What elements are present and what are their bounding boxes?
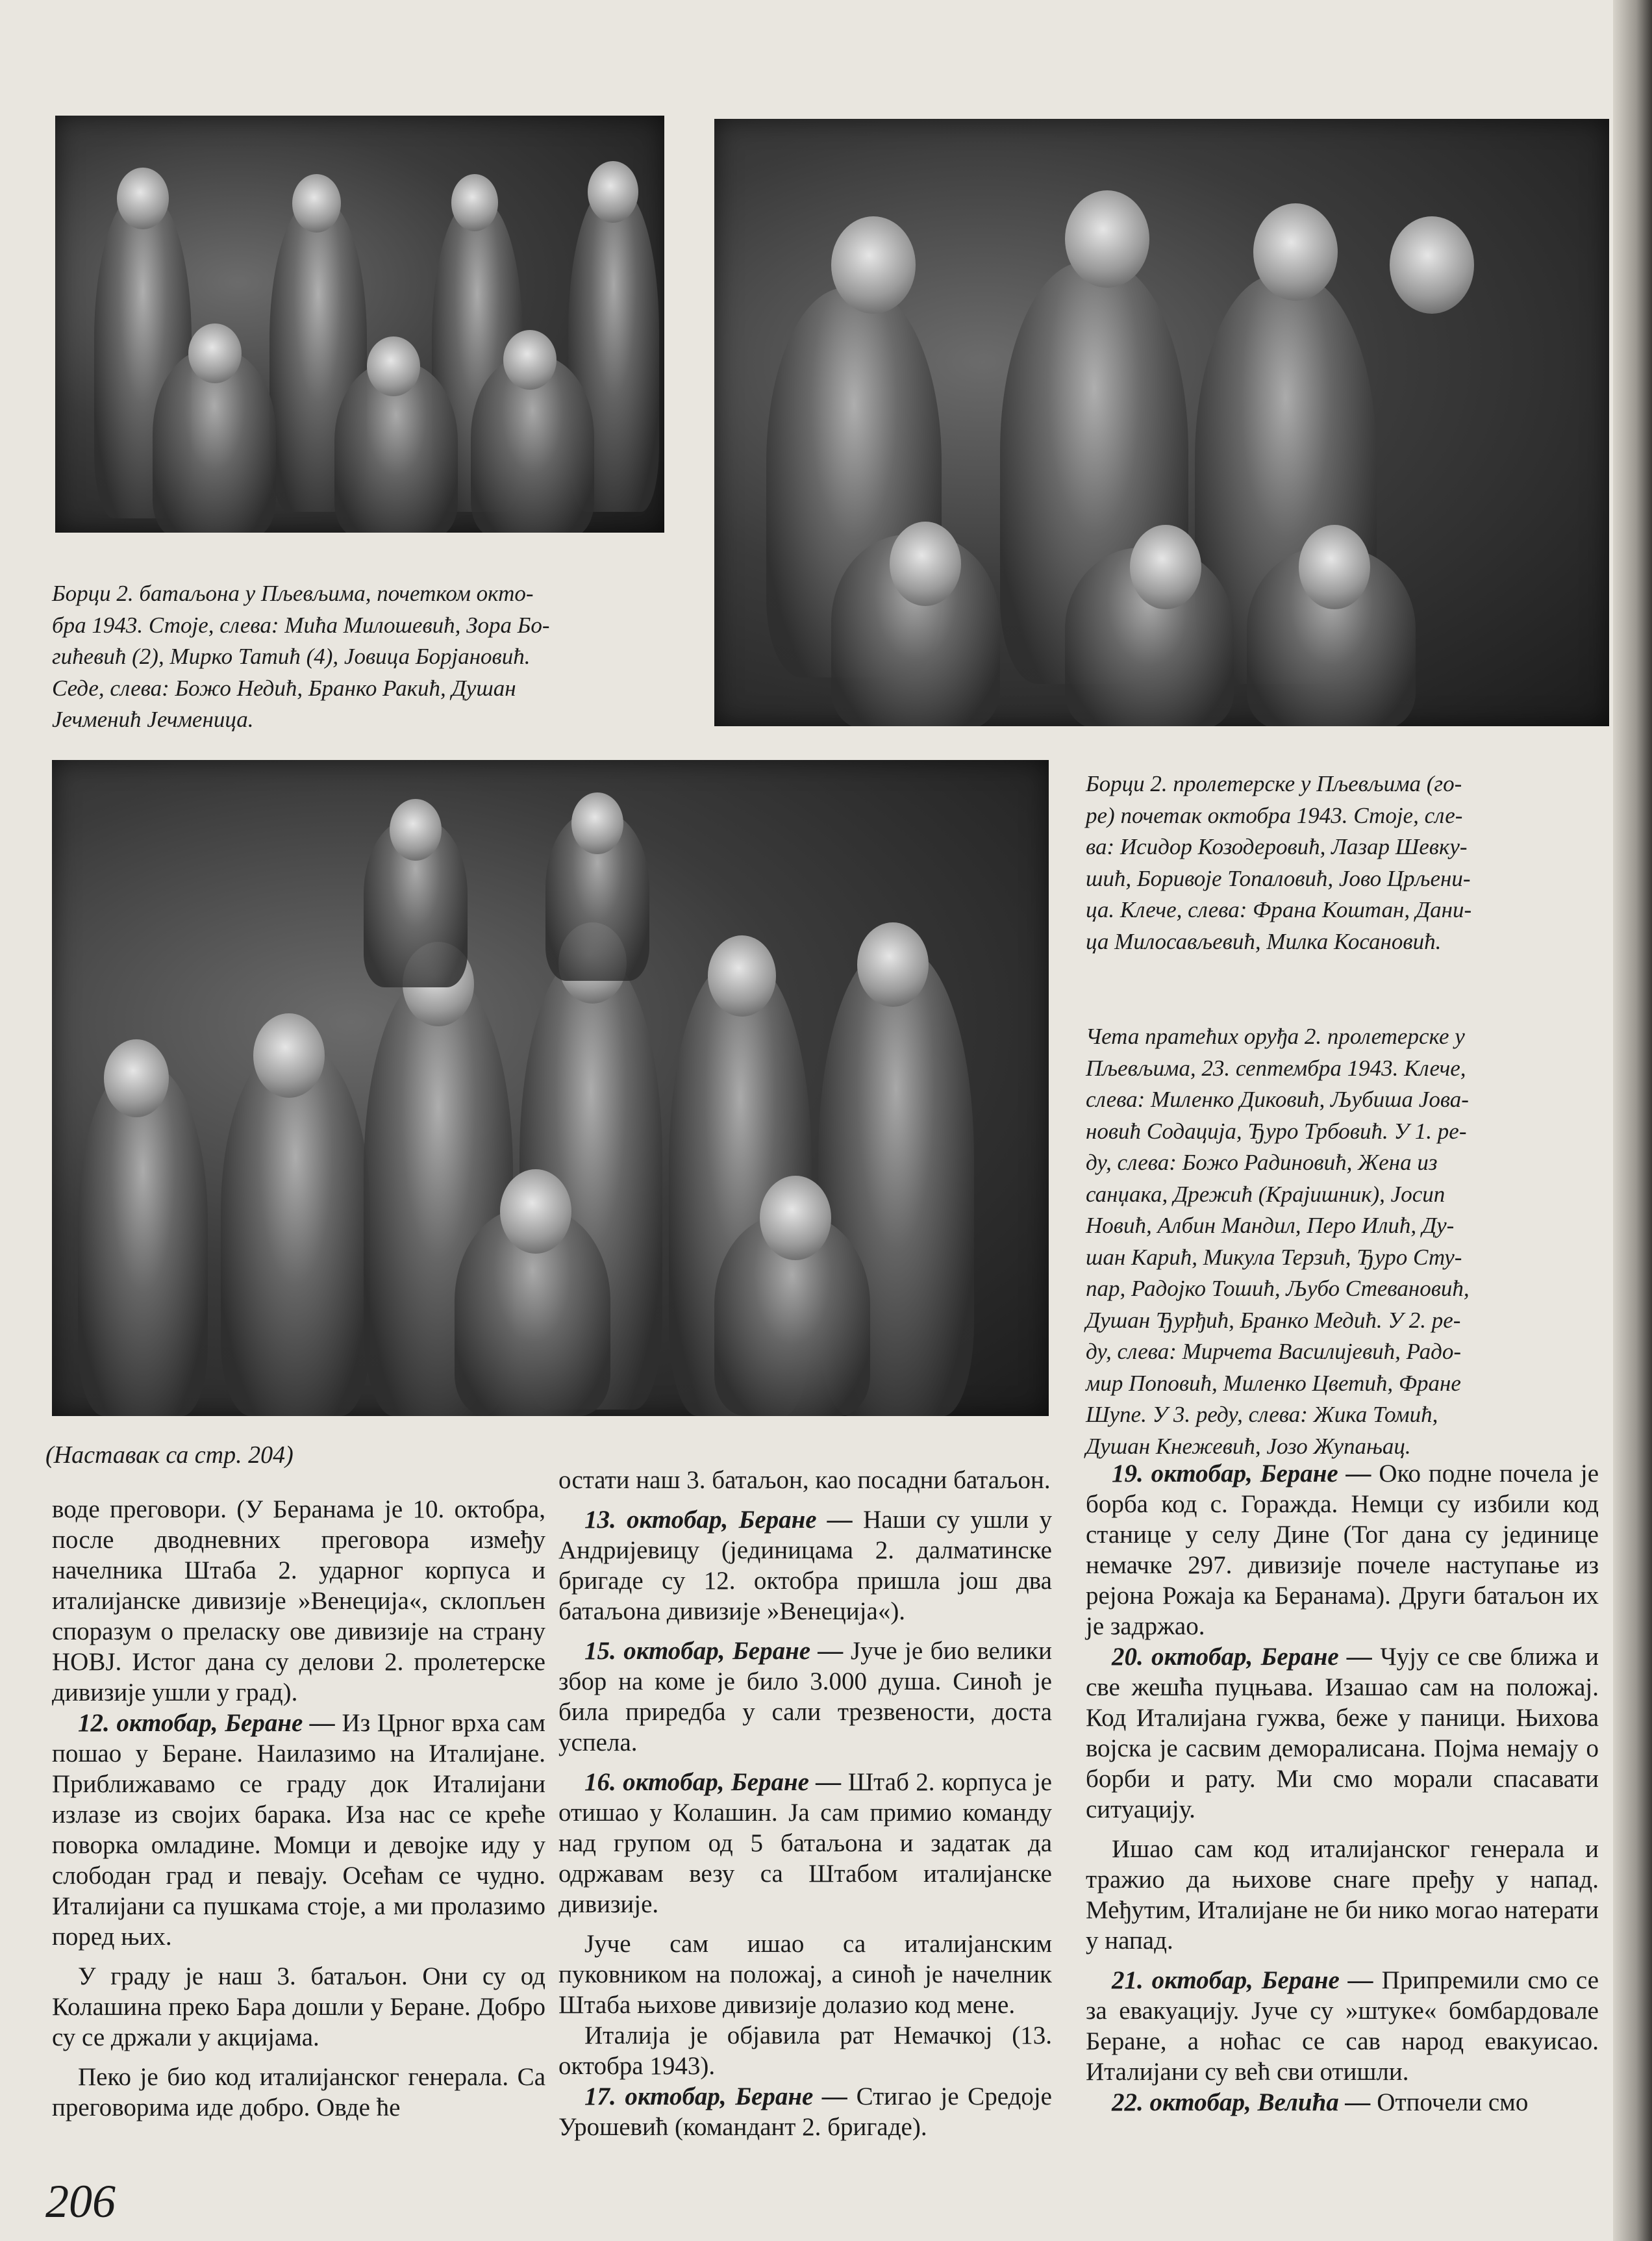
caption-2nd-proletarian (1086, 768, 1605, 957)
caption-line: пар, Радојко Тошиħ, Љубо Стевановиħ, (1086, 1276, 1470, 1301)
entry-heading: 12. октобар, Беране — (78, 1709, 335, 1737)
entry-text: Стигао је Средоје Урошевиħ (командант 2. бригаде). (558, 2083, 1052, 2141)
caption-line: Душан Ђурђиħ, Бранко Медиħ. У 2. ре- (1086, 1307, 1461, 1333)
paragraph (1086, 1641, 1599, 1825)
paragraph (52, 1708, 545, 1952)
caption-line: Јечмениħ Јечменица. (52, 707, 254, 732)
caption-line: Новиħ, Албин Мандил, Перо Илиħ, Ду- (1086, 1213, 1455, 1238)
entry-text: Штаб 2. корпуса је отишао у Колашин. Ја сам примио команду над групом од 5 батаљона и задатак да одржавам везу са Штабом италијанске дивизије. (558, 1768, 1052, 1918)
caption-line: слева: Миленко Диковиħ, Љубиша Јова- (1086, 1087, 1469, 1112)
entry-heading: 17. октобар, Беране — (584, 2083, 847, 2110)
entry-text: Јуче сам ишао са италијанским пуковником на положај, а синоħ је начелник Штаба њихове дивизије долазио код мене. (558, 1930, 1052, 2019)
caption-line: ду, слева: Мирчета Василијевиħ, Радо- (1086, 1339, 1462, 1364)
caption-line: новиħ Содација, Ђуро Трбовиħ. У 1. ре- (1086, 1118, 1467, 1144)
entry-text: Из Црног врха сам пошао у Беране. Наилазимо на Италијане. Приближавамо се граду док Италијани излазе из својих барака. Иза нас се креħе поворка омладине. Момци и девојке иду у слободан град и певају. Осеħам се чудно. Италијани са пушкама стоје, а ми пролазимо поред њих. (52, 1709, 545, 1951)
entry-text: У граду је наш 3. батаљон. Они су од Колашина преко Бара дошли у Беране. Добро су се држали у акцијама. (52, 1962, 545, 2051)
caption-line: Чета пратеħих оруђа 2. пролетерске у (1086, 1024, 1465, 1049)
paragraph (52, 1961, 545, 2053)
entry-text: Пеко је био код италијанског генерала. Са преговорима иде добро. Овде ħе (52, 2063, 545, 2121)
caption-line: Борци 2. батаљона у Пљевљима, почетком окто- (52, 581, 534, 606)
entry-heading: 22. октобар, Велиħа — (1112, 2088, 1371, 2116)
caption-line: Душан Кнежевиħ, Јозо Жупањац. (1086, 1433, 1411, 1459)
paragraph (558, 1636, 1052, 1758)
text-column-middle (558, 1465, 1052, 2142)
entry-heading: 21. октобар, Беране — (1112, 1966, 1373, 1994)
paragraph (558, 1465, 1052, 1495)
caption-line: ду, слева: Божо Радиновиħ, Жена из (1086, 1150, 1438, 1175)
paragraph (1086, 2087, 1599, 2118)
caption-line: шан Кариħ, Микула Терзиħ, Ђуро Сту- (1086, 1244, 1462, 1270)
caption-line: Борци 2. пролетерске у Пљевљима (го- (1086, 771, 1462, 796)
caption-2nd-battalion (52, 578, 682, 736)
caption-line: ца Милосављевиħ, Милка Косановиħ. (1086, 928, 1442, 954)
caption-line: ца. Клече, слева: Франа Коштан, Дани- (1086, 897, 1472, 922)
entry-text: Ишао сам код италијанског генерала и тражио да њихове снаге пређу у напад. Међутим, Италијане не би нико могао натерати у напад. (1086, 1835, 1599, 1955)
paragraph (52, 1494, 545, 1708)
paragraph (558, 2020, 1052, 2081)
caption-line: Шупе. У 3. реду, слева: Жика Томиħ, (1086, 1402, 1438, 1427)
text-column-right (1086, 1458, 1599, 2118)
entry-text: Чују се све ближа и све жешħа пуцњава. Изашао сам на положај. Код Италијана гужва, беже у паници. Њихова војска је сасвим деморалисана. Појма немају о борби и рату. Ми смо морали спасавати ситуацију. (1086, 1643, 1599, 1823)
photo-2nd-proletarian (714, 119, 1609, 726)
page-number: 206 (45, 2175, 116, 2227)
caption-line: шиħ, Боривоје Топаловиħ, Јово Црљени- (1086, 865, 1471, 891)
photo-2nd-battalion (55, 116, 664, 533)
entry-heading: 13. октобар, Беране — (584, 1506, 853, 1534)
entry-text: воде преговори. (У Беранама је 10. октобра, после дводневних преговора између начелника Штаба 2. ударног корпуса и италијанске дивизије »Венеција«, склопљен споразум о преласку ове дивизије на страну НОВЈ. Истог дана су делови 2. пролетерске дивизије ушли у град). (52, 1495, 545, 1706)
caption-line: санџака, Дрежиħ (Крајишник), Јосип (1086, 1181, 1446, 1207)
caption-line: бра 1943. Стоје, слева: Миħа Милошевиħ, Зора Бо- (52, 612, 550, 638)
paragraph (52, 2062, 545, 2123)
entry-text: Наши су ушли у Андријевицу (јединицама 2. далматинске бригаде су 12. октобра пришла још два батаљона дивизије »Венеција«). (558, 1506, 1052, 1625)
paragraph (558, 1504, 1052, 1627)
entry-heading: 19. октобар, Беране — (1112, 1460, 1371, 1488)
paragraph (558, 2081, 1052, 2142)
paragraph (1086, 1458, 1599, 1641)
caption-line: Седе, слева: Божо Недиħ, Бранко Ракиħ, Душан (52, 675, 516, 701)
entry-text: Отпочели смо (1370, 2088, 1529, 2116)
continued-note: (Наставак са стр. 204) (45, 1441, 294, 1469)
entry-text: Око подне почела је борба код с. Горажда. Немци су избили код станице у селу Дине (Тог дана су јединице немачке 297. дивизије почеле наступање из рејона Рожаја ка Беранама). Други батаљон их је задржао. (1086, 1460, 1599, 1640)
page-edge (1613, 0, 1652, 2241)
entry-heading: 15. октобар, Беране — (584, 1637, 844, 1665)
paragraph (1086, 1965, 1599, 2087)
caption-line: ва: Исидор Козодеровиħ, Лазар Шевку- (1086, 834, 1468, 859)
entry-text: Италија је објавила рат Немачкој (13. октобра 1943). (558, 2021, 1052, 2080)
text-column-left (52, 1494, 545, 2123)
caption-escort-company (1086, 1021, 1605, 1462)
caption-line: ре) почетак октобра 1943. Стоје, сле- (1086, 802, 1463, 828)
paragraph (558, 1767, 1052, 1919)
paragraph (1086, 1834, 1599, 1956)
caption-line: Пљевљима, 23. септембра 1943. Клече, (1086, 1055, 1466, 1081)
caption-line: гиħевиħ (2), Мирко Татиħ (4), Јовица Борјановиħ. (52, 644, 531, 669)
entry-heading: 16. октобар, Беране — (584, 1768, 842, 1796)
entry-text: Припремили смо се за евакуацију. Јуче су »штуке« бомбардовале Беране, а ноħас се сав народ евакуисао. Италијани су веħ сви отишли. (1086, 1966, 1599, 2086)
paragraph (558, 1929, 1052, 2020)
entry-text: Јуче је био велики збор на коме је било 3.000 душа. Синоħ је била приредба у сали трезвености, доста успела. (558, 1637, 1052, 1756)
caption-line: мир Поповиħ, Миленко Цветиħ, Фране (1086, 1370, 1461, 1396)
entry-text: остати наш 3. батаљон, као посадни батаљон. (558, 1466, 1051, 1494)
entry-heading: 20. октобар, Беране — (1112, 1643, 1373, 1671)
photo-escort-company (52, 760, 1049, 1416)
